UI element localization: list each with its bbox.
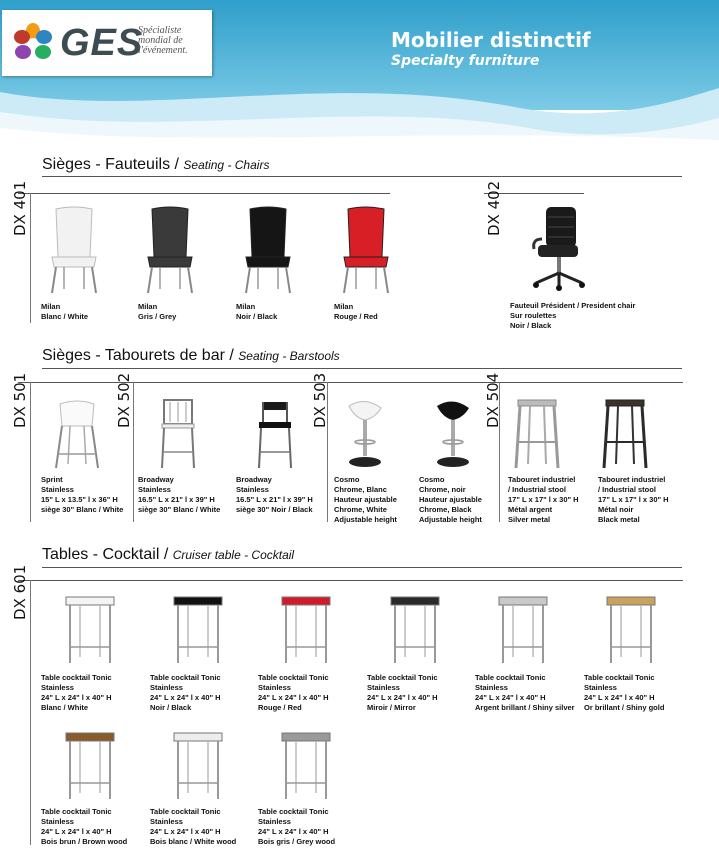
product-code: DX 402 bbox=[485, 180, 503, 236]
product-caption: Table cocktail Tonic Stainless 24" L x 24" l x 40" H Bois gris / Grey wood bbox=[258, 807, 336, 846]
chair-image bbox=[238, 205, 298, 295]
product-caption: Sprint Stainless 15" L x 13.5" l x 36" H siège 30" Blanc / White bbox=[41, 475, 124, 514]
product-caption: Milan Gris / Grey bbox=[138, 302, 177, 321]
chair-image bbox=[44, 205, 104, 295]
divider bbox=[42, 368, 682, 369]
product-caption: Milan Rouge / Red bbox=[334, 302, 378, 321]
ges-flower-logo-icon bbox=[10, 22, 56, 64]
chair-image bbox=[140, 205, 200, 295]
product-code: DX 504 bbox=[484, 372, 502, 428]
industrial-stool-black-image bbox=[602, 398, 648, 470]
product-caption: Tabouret industriel / Industrial stool 17" L x 17" l x 30" H Métal noir Black metal bbox=[598, 475, 669, 524]
product-caption: Milan Blanc / White bbox=[41, 302, 89, 321]
product-caption: Table cocktail Tonic Stainless 24" L x 24" l x 40" H Or brillant / Shiny gold bbox=[584, 673, 665, 712]
sprint-stool-image bbox=[52, 398, 102, 470]
cocktail-table-image bbox=[62, 595, 118, 665]
product-caption: Table cocktail Tonic Stainless 24" L x 24" l x 40" H Noir / Black bbox=[150, 673, 221, 712]
product-caption: Table cocktail Tonic Stainless 24" L x 24" l x 40" H Blanc / White bbox=[41, 673, 112, 712]
product-code: DX 503 bbox=[311, 372, 329, 428]
product-caption: Milan Noir / Black bbox=[236, 302, 278, 321]
broadway-stool-image bbox=[158, 398, 198, 470]
page-title: Mobilier distinctif bbox=[391, 28, 591, 52]
cocktail-table-image bbox=[603, 595, 659, 665]
product-caption: Broadway Stainless 16.5" L x 21" l x 39" H siège 30" Blanc / White bbox=[138, 475, 221, 514]
product-caption: Table cocktail Tonic Stainless 24" L x 24" l x 40" H Bois brun / Brown wood bbox=[41, 807, 128, 846]
section-title-tables: Tables - Cocktail / Cruiser table - Cocktail bbox=[42, 546, 295, 563]
section-title-chairs: Sièges - Fauteuils / Seating - Chairs bbox=[42, 156, 270, 173]
cosmo-stool-white-image bbox=[345, 398, 385, 470]
cosmo-stool-black-image bbox=[433, 398, 473, 470]
product-caption: Fauteuil Président / President chair Sur roulettes Noir / Black bbox=[510, 301, 636, 330]
cocktail-table-image bbox=[170, 731, 226, 801]
cocktail-table-image bbox=[278, 731, 334, 801]
cocktail-table-image bbox=[387, 595, 443, 665]
cocktail-table-image bbox=[62, 731, 118, 801]
section-title-barstools: Sièges - Tabourets de bar / Seating - Barstools bbox=[42, 347, 340, 364]
product-code: DX 501 bbox=[11, 372, 29, 428]
chair-image bbox=[336, 205, 396, 295]
cocktail-table-image bbox=[278, 595, 334, 665]
divider bbox=[30, 580, 31, 845]
logo-wordmark: GES bbox=[60, 22, 144, 64]
divider bbox=[18, 193, 390, 194]
product-caption: Tabouret industriel / Industrial stool 17" L x 17" l x 30" H Métal argent Silver metal bbox=[508, 475, 579, 524]
broadway-stool-black-image bbox=[255, 398, 295, 470]
divider bbox=[30, 193, 31, 323]
cocktail-table-image bbox=[170, 595, 226, 665]
product-caption: Table cocktail Tonic Stainless 24" L x 24" l x 40" H Miroir / Mirror bbox=[367, 673, 438, 712]
divider bbox=[18, 580, 683, 581]
logo-tagline: Spécialiste mondial de l'événement. bbox=[138, 25, 188, 56]
product-caption: Table cocktail Tonic Stainless 24" L x 24" l x 40" H Argent brillant / Shiny silver bbox=[475, 673, 575, 712]
product-code: DX 401 bbox=[11, 180, 29, 236]
product-code: DX 502 bbox=[115, 372, 133, 428]
product-caption: Broadway Stainless 16.5" L x 21" l x 39" H siège 30" Noir / Black bbox=[236, 475, 313, 514]
product-caption: Table cocktail Tonic Stainless 24" L x 24" l x 40" H Rouge / Red bbox=[258, 673, 329, 712]
product-caption: Cosmo Chrome, noir Hauteur ajustable Chrome, Black Adjustable height bbox=[419, 475, 482, 524]
product-code: DX 601 bbox=[11, 564, 29, 620]
divider bbox=[30, 382, 31, 522]
product-caption: Cosmo Chrome, Blanc Hauteur ajustable Chrome, White Adjustable height bbox=[334, 475, 397, 524]
divider bbox=[42, 176, 682, 177]
page-subtitle: Specialty furniture bbox=[391, 53, 540, 69]
cocktail-table-image bbox=[495, 595, 551, 665]
industrial-stool-silver-image bbox=[514, 398, 560, 470]
divider bbox=[133, 382, 134, 522]
product-caption: Table cocktail Tonic Stainless 24" L x 24" l x 40" H Bois blanc / White wood bbox=[150, 807, 237, 846]
president-chair-image bbox=[528, 205, 588, 291]
divider bbox=[42, 567, 682, 568]
